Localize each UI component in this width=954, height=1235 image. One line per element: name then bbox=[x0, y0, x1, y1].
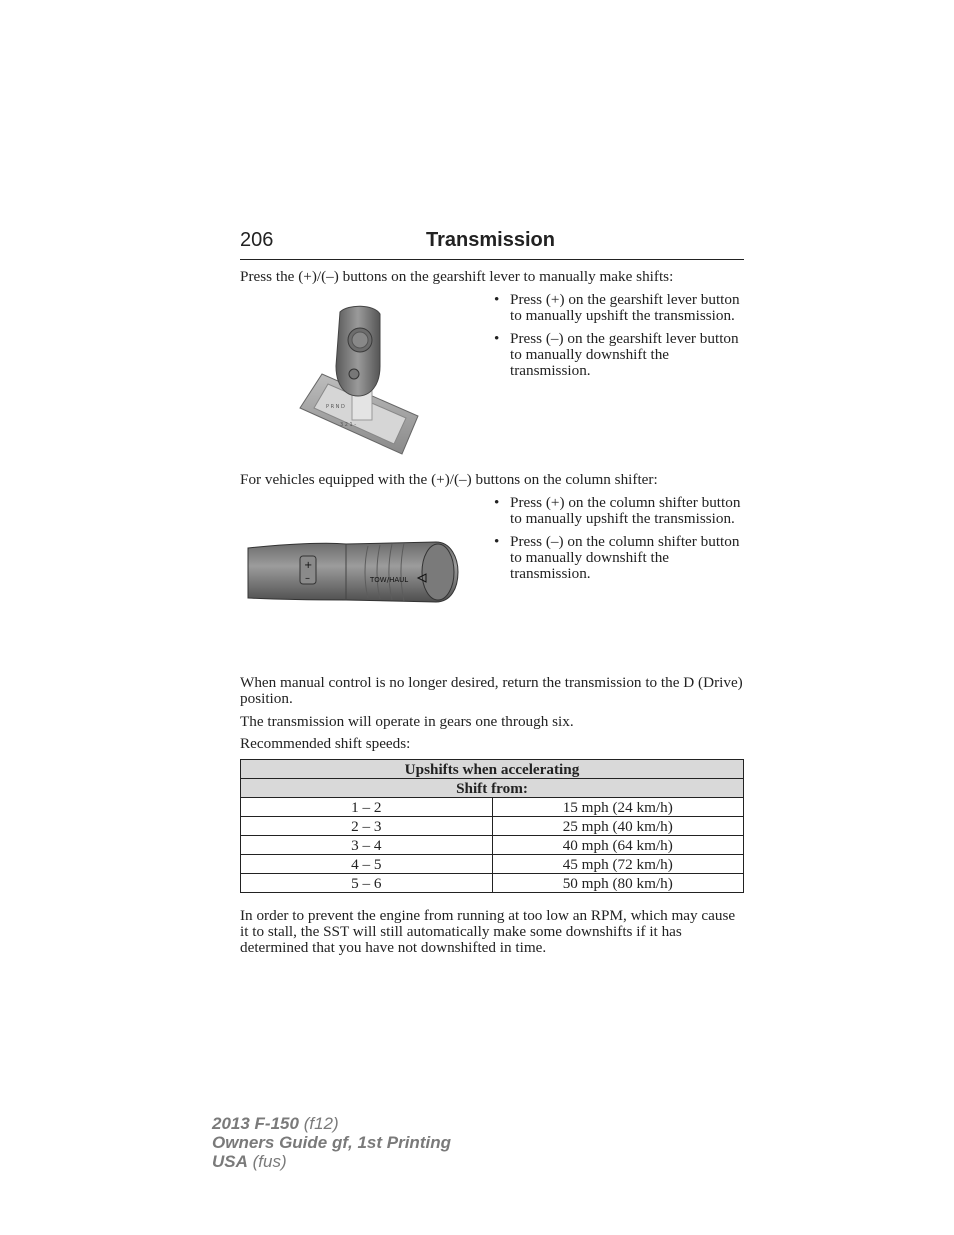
speed-cell: 45 mph (72 km/h) bbox=[492, 855, 744, 874]
gears-text: The transmission will operate in gears one through six. bbox=[240, 713, 574, 730]
column-shifter-illustration bbox=[246, 538, 460, 606]
page-header bbox=[240, 229, 744, 260]
gearshift-bullet-list bbox=[494, 292, 744, 386]
list-item: • Press (–) on the gearshift lever button to manually downshift the transmission. bbox=[494, 330, 739, 379]
column-shifter-bullet-list bbox=[494, 495, 744, 589]
footer-line-2: Owners Guide gf, 1st Printing bbox=[212, 1133, 451, 1152]
shift-speeds-table bbox=[240, 759, 744, 893]
page-number: 206 bbox=[240, 229, 274, 251]
table-header-row bbox=[241, 760, 744, 779]
shift-cell: 2 – 3 bbox=[241, 817, 493, 836]
speed-cell: 25 mph (40 km/h) bbox=[492, 817, 744, 836]
section-title: Transmission bbox=[426, 229, 555, 251]
footer-line-3: USA (fus) bbox=[212, 1152, 287, 1171]
speed-cell: 50 mph (80 km/h) bbox=[492, 874, 744, 893]
shift-cell: 5 – 6 bbox=[241, 874, 493, 893]
table-row bbox=[241, 836, 744, 855]
page-footer bbox=[212, 1114, 451, 1171]
table-row bbox=[241, 855, 744, 874]
shift-cell: 3 – 4 bbox=[241, 836, 493, 855]
svg-text:P R N D: P R N D bbox=[326, 404, 345, 410]
svg-text:–: – bbox=[305, 573, 310, 584]
svg-text:+: + bbox=[304, 560, 313, 571]
list-item: • Press (+) on the column shifter button to manually upshift the transmission. bbox=[494, 494, 741, 527]
gearshift-lever-illustration bbox=[296, 304, 422, 456]
table-row bbox=[241, 798, 744, 817]
list-item: • Press (–) on the column shifter button to manually downshift the transmission. bbox=[494, 533, 740, 582]
gearshift-intro: Press the (+)/(–) buttons on the gearshift lever to manually make shifts: bbox=[240, 268, 674, 285]
shift-cell: 4 – 5 bbox=[241, 855, 493, 874]
list-item: • Press (+) on the gearshift lever button to manually upshift the transmission. bbox=[494, 291, 740, 324]
table-subheader-row bbox=[241, 779, 744, 798]
speed-cell: 15 mph (24 km/h) bbox=[492, 798, 744, 817]
table-subtitle: Shift from: bbox=[241, 779, 744, 798]
tow-haul-label: TOW/HAUL bbox=[370, 576, 409, 584]
table-title: Upshifts when accelerating bbox=[241, 760, 744, 779]
speed-cell: 40 mph (64 km/h) bbox=[492, 836, 744, 855]
return-to-drive-text: When manual control is no longer desired, return the transmission to the D (Drive) position. bbox=[240, 674, 743, 707]
table-row bbox=[241, 817, 744, 836]
recommended-speeds-text: Recommended shift speeds: bbox=[240, 735, 411, 752]
table-row bbox=[241, 874, 744, 893]
svg-text:3 2 1 -: 3 2 1 - bbox=[340, 422, 357, 428]
closing-paragraph: In order to prevent the engine from running at too low an RPM, which may cause it to stall, the SST will still automatically make some downshifts if it has determined that you have not downshifted in time. bbox=[240, 907, 736, 956]
column-shifter-intro: For vehicles equipped with the (+)/(–) buttons on the column shifter: bbox=[240, 471, 658, 488]
shift-cell: 1 – 2 bbox=[241, 798, 493, 817]
footer-line-1: 2013 F-150 (f12) bbox=[212, 1114, 339, 1133]
